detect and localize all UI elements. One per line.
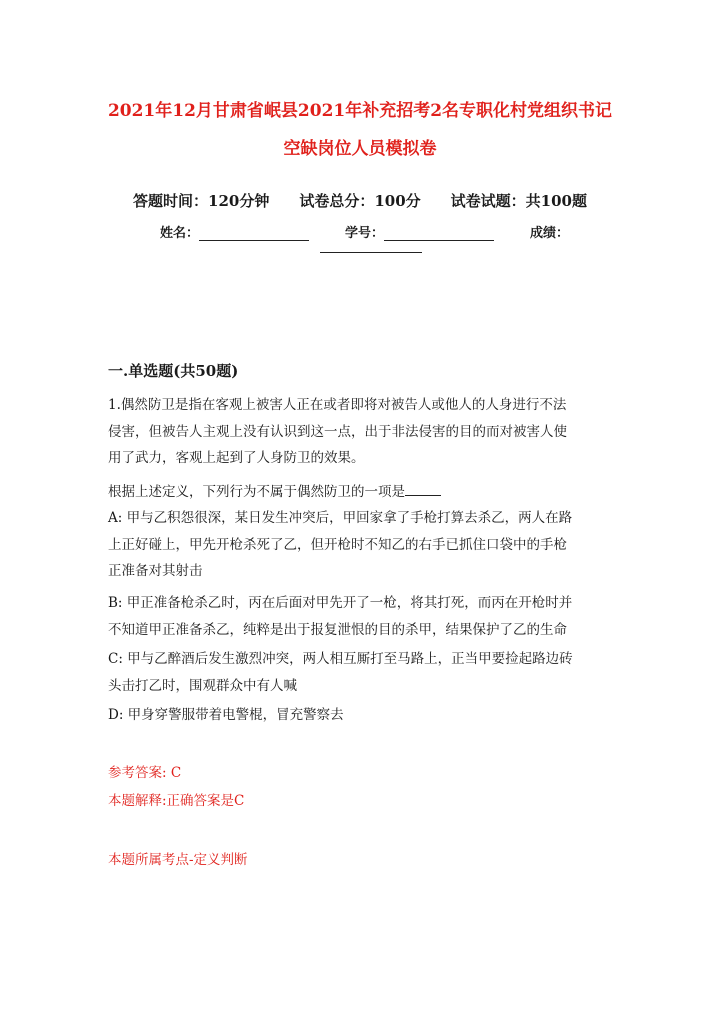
option-line: 头击打乙时，围观群众中有人喊 — [108, 677, 297, 694]
total-score: 试卷总分：100分 — [299, 192, 421, 210]
score-field[interactable] — [320, 252, 422, 253]
question-prompt-row — [108, 479, 614, 506]
option-line: 不知道甲正准备杀乙，纯粹是出于报复泄恨的目的杀甲，结果保护了乙的生命 — [108, 621, 567, 638]
total-questions: 试卷试题：共100题 — [450, 192, 587, 210]
document-title-line2: 空缺岗位人员模拟卷 — [283, 139, 437, 159]
document-title-line1: 2021年12月甘肃省岷县2021年补充招考2名专职化村党组织书记 — [107, 101, 613, 121]
section-heading: 一.单选题(共50题) — [108, 362, 239, 380]
option-line: B: 甲正准备枪杀乙时，丙在后面对甲先开了一枪，将其打死，而丙在开枪时并 — [108, 595, 573, 611]
option-b — [108, 590, 614, 643]
question-stem-line: 侵害，但被告人主观上没有认识到这一点，出于非法侵害的目的而对被害人使 — [108, 423, 567, 440]
exam-info-row — [0, 190, 720, 211]
option-line: 上正好碰上，甲先开枪杀死了乙，但开枪时不知乙的右手已抓住口袋中的手枪 — [108, 536, 567, 553]
name-field[interactable] — [199, 226, 309, 241]
option-line: C: 甲与乙醉酒后发生激烈冲突，两人相互厮打至马路上，正当甲要捡起路边砖 — [108, 651, 573, 667]
question-stem — [108, 392, 614, 472]
question-stem-line: 1.偶然防卫是指在客观上被害人正在或者即将对被告人或他人的人身进行不法 — [108, 397, 567, 413]
name-label: 姓名： — [160, 226, 200, 241]
option-line: A: 甲与乙积怨很深，某日发生冲突后，甲回家拿了手枪打算去杀乙，两人在路 — [108, 510, 573, 526]
knowledge-point: 本题所属考点-定义判断 — [108, 852, 248, 868]
option-line: D: 甲身穿警服带着电警棍，冒充警察去 — [108, 707, 344, 723]
student-fields-row — [160, 222, 569, 241]
student-id-field[interactable] — [384, 226, 494, 241]
question-prompt: 根据上述定义，下列行为不属于偶然防卫的一项是 — [108, 484, 405, 500]
option-line: 正准备对其射击 — [108, 563, 203, 579]
exam-time: 答题时间：120分钟 — [133, 192, 270, 210]
answer-blank — [405, 481, 441, 496]
option-d — [108, 702, 614, 729]
score-label: 成绩： — [530, 226, 570, 241]
option-c — [108, 646, 614, 699]
reference-answer: 参考答案: C — [108, 765, 182, 781]
option-a — [108, 505, 614, 585]
answer-explanation: 本题解释:正确答案是C — [108, 793, 245, 809]
question-stem-line: 用了武力，客观上起到了人身防卫的效果。 — [108, 450, 365, 466]
student-id-label: 学号： — [345, 226, 385, 241]
